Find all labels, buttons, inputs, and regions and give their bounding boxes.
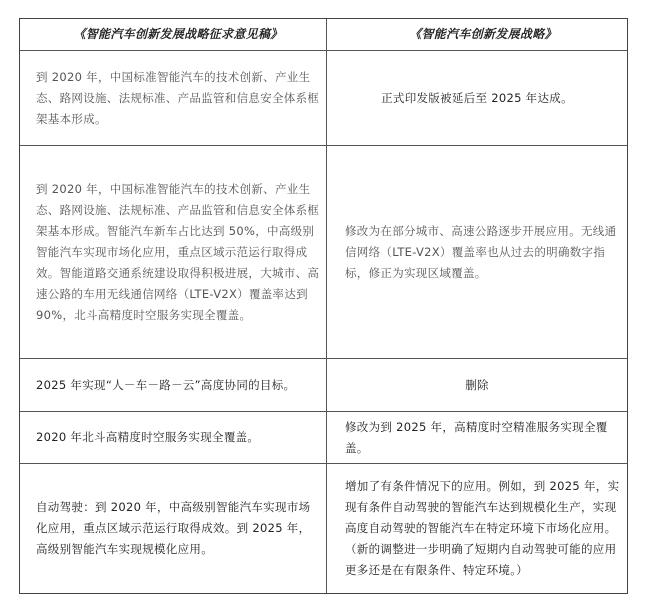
draft-text-cell: 到 2020 年，中国标准智能汽车的技术创新、产业生态、路网设施、法规标准、产品监管和信息安全体系框架基本形成。 (20, 51, 327, 145)
table-row (20, 359, 627, 412)
final-text-cell: 修改为在部分城市、高速公路逐步开展应用。无线通信网络（LTE-V2X）覆盖率也从过去的明确数字指标，修正为实现区域覆盖。 (345, 223, 617, 280)
draft-text-cell: 2025 年实现“人－车－路－云”高度协同的目标。 (20, 359, 327, 411)
table-header-row (20, 19, 627, 51)
table-row (20, 464, 627, 593)
header-cell-draft: 《智能汽车创新发展战略征求意见稿》 (20, 19, 327, 50)
comparison-table (19, 18, 628, 594)
table-row (20, 146, 627, 359)
final-text-cell: 删除 (465, 377, 489, 392)
draft-text-cell: 自动驾驶：到 2020 年，中高级别智能汽车实现市场化应用，重点区域示范运行取得成效。到 2025 年，高级别智能汽车实现规模化应用。 (20, 464, 327, 593)
final-text-cell: 增加了有条件情况下的应用。例如，到 2025 年，实现有条件自动驾驶的智能汽车达到规模化生产，实现高度自动驾驶的智能汽车在特定环境下市场化应用。（新的调整进一步明确了短期内自动驾驶可能的应用更多还是在有限条件、特定环境。） (345, 479, 620, 577)
draft-text-cell: 2020 年北斗高精度时空服务实现全覆盖。 (20, 412, 327, 463)
table-row (20, 51, 627, 146)
final-text-cell: 正式印发版被延后至 2025 年达成。 (381, 90, 573, 105)
final-text-cell: 修改为到 2025 年，高精度时空精准服务实现全覆盖。 (345, 419, 608, 455)
draft-text-cell: 到 2020 年，中国标准智能汽车的技术创新、产业生态、路网设施、法规标准、产品监管和信息安全体系框架基本形成。智能汽车新车占比达到 50%，中高级别智能汽车实现市场化应用，重点区域示范运行取得成效。智能道路交通系统建设取得积极进展，大城市、高速公路的车用无线通信网络（LTE-V2X）覆盖率达到 90%，北斗高精度时空服务实现全覆盖。 (20, 146, 327, 358)
header-cell-final: 《智能汽车创新发展战略》 (409, 27, 557, 41)
table-row (20, 412, 627, 464)
